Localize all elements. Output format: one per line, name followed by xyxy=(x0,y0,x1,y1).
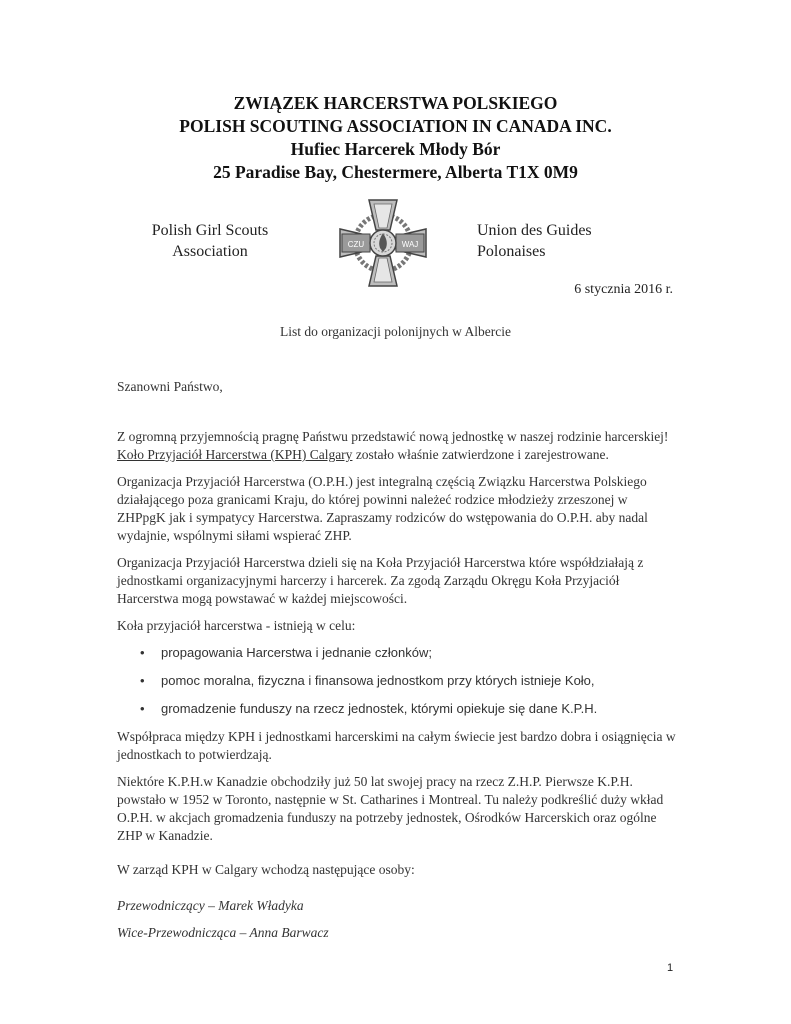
paragraph-6: Niektóre K.P.H.w Kanadzie obchodziły już 50 lat swojej pracy na rzecz Z.H.P. Pierwsze K.P.H. powstało w 1952 w Toronto, następnie w St. Catharines i Montreal. Tu należy podkreślić duży wkład O.P.H. w akcjach gromadzenia funduszy na potrzeby jednostek, Ośrodków Harcerskich oraz ogólne ZHP w Kanadzie. xyxy=(117,774,664,843)
paragraph-1 xyxy=(117,428,677,464)
scout-cross-emblem-icon xyxy=(336,196,430,290)
header-line-3: Hufiec Harcerek Młody Bór xyxy=(290,139,501,159)
letter-body xyxy=(117,378,677,951)
emblem-text-right: WAJ xyxy=(401,240,419,249)
paragraph-5: Współpraca między KPH i jednostkami harcerskimi na całym świecie jest bardzo dobra i osiągnięcia w jednostkach to potwierdzają. xyxy=(117,729,676,762)
list-item-text: gromadzenie funduszy na rzecz jednostek, którymi opiekuje się dane K.P.H. xyxy=(161,701,598,716)
board-intro: W zarząd KPH w Calgary wchodzą następujące osoby: xyxy=(117,862,415,877)
letterhead xyxy=(0,92,791,184)
paragraph-2: Organizacja Przyjaciół Harcerstwa (O.P.H.) jest integralną częścią Związku Harcerstwa Polskiego działającego poza granicami Kraju, do której powinni należeć rodzice młodzieży zrzeszonej w ZHPpgK jak i sympatycy Harcerstwa. Zapraszamy rodziców do wstępowania do O.P.H. aby nadal wydajnie, wspólnymi siłami wspierać ZHP. xyxy=(117,474,648,543)
paragraph-4: Koła przyjaciół harcerstwa - istnieją w celu: xyxy=(117,618,356,633)
greeting: Szanowni Państwo, xyxy=(117,379,223,394)
org-left-line-1: Polish Girl Scouts xyxy=(151,222,269,239)
list-item-text: propagowania Harcerstwa i jednanie członków; xyxy=(161,645,432,660)
bullet-icon: • xyxy=(140,701,145,716)
board-member-2: Wice-Przewodnicząca – Anna Barwacz xyxy=(117,925,329,940)
paragraph-3: Organizacja Przyjaciół Harcerstwa dzieli się na Koła Przyjaciół Harcerstwa które współdziałają z jednostkami organizacyjnymi harcerzy i harcerek. Za zgodą Zarządu Okręgu Koła Przyjaciół Harcerstwa mogą powstawać w każdej miejscowości. xyxy=(117,555,644,606)
paragraph-1-end: zostało właśnie zatwierdzone i zarejestrowane. xyxy=(352,447,609,462)
org-right-line-2: Polonaises xyxy=(477,243,546,260)
org-name-english xyxy=(130,220,290,262)
list-item-text: pomoc moralna, fizyczna i finansowa jednostkom przy których istnieje Koło, xyxy=(161,673,595,688)
org-right-line-1: Union des Guides xyxy=(477,222,592,239)
letter-date: 6 stycznia 2016 r. xyxy=(574,282,673,297)
list-item xyxy=(117,700,677,718)
header-line-2: POLISH SCOUTING ASSOCIATION IN CANADA INC. xyxy=(179,116,612,136)
header-line-1: ZWIĄZEK HARCERSTWA POLSKIEGO xyxy=(233,93,558,113)
emblem-text-left: CZU xyxy=(347,240,365,249)
bullet-icon: • xyxy=(140,673,145,688)
paragraph-1-start: Z ogromną przyjemnością pragnę Państwu przedstawić nową jednostkę w naszej rodzinie harcerskiej! xyxy=(117,429,669,444)
list-item xyxy=(117,672,677,690)
org-name-french xyxy=(477,220,657,262)
page-number: 1 xyxy=(667,962,674,974)
letter-subject: List do organizacji polonijnych w Albercie xyxy=(279,324,512,339)
purpose-list xyxy=(117,644,677,718)
board-member-1: Przewodniczący – Marek Władyka xyxy=(117,898,304,913)
list-item xyxy=(117,644,677,662)
header-line-4: 25 Paradise Bay, Chestermere, Alberta T1X 0M9 xyxy=(213,162,578,182)
bullet-icon: • xyxy=(140,645,145,660)
kph-calgary-link[interactable]: Koło Przyjaciół Harcerstwa (KPH) Calgary xyxy=(117,447,353,462)
org-left-line-2: Association xyxy=(172,243,248,260)
